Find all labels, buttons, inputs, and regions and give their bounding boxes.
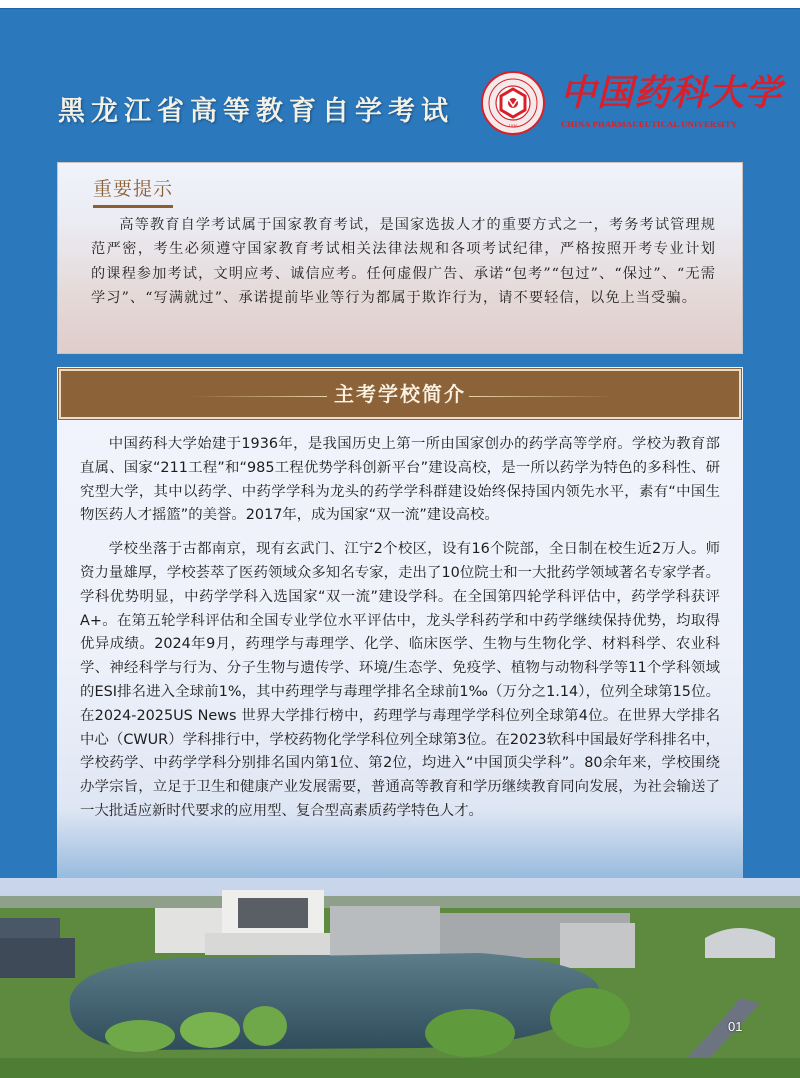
school-intro-section bbox=[57, 367, 743, 887]
campus-illustration bbox=[0, 878, 800, 1078]
important-notice-box bbox=[57, 162, 743, 354]
notice-title: 重要提示 bbox=[93, 177, 173, 208]
university-logo bbox=[480, 70, 783, 140]
notice-body: 高等教育自学考试属于国家教育考试，是国家选拔人才的重要方式之一，考务考试管理规范严密，考生必须遵守国家教育考试相关法律法规和各项考试纪律，严格按照开考专业计划的课程参加考试，文明应考、诚信应考。任何虚假广告、承诺“包考”“包过”、“保过”、“无需学习”、“写满就过”、承诺提前毕业等行为都属于欺诈行为，请不要轻信，以免上当受骗。 bbox=[91, 217, 716, 306]
section-title: 主考学校简介 bbox=[334, 382, 466, 406]
page-title: 黑龙江省高等教育自学考试 bbox=[58, 96, 454, 127]
intro-paragraph: 中国药科大学始建于1936年，是我国历史上第一所由国家创办的药学高等学府。学校为教育部直属、国家“211工程”和“985工程优势学科创新平台”建设高校，是一所以药学为特色的多科性、研究型大学，其中以药学、中药学学科为龙头的药学学科群建设始终保持国内领先水平，素有“中国生物医药人才摇篮”的美誉。2017年，成为国家“双一流”建设高校。 bbox=[80, 436, 720, 524]
university-name-en: CHINA PHARMACEUTICAL UNIVERSITY bbox=[561, 119, 738, 129]
university-name-cn: 中国药科大学 bbox=[560, 72, 783, 114]
top-strip bbox=[0, 0, 800, 9]
university-seal-icon bbox=[480, 70, 546, 136]
banner-divider-right bbox=[469, 396, 614, 397]
section-banner bbox=[59, 369, 741, 419]
campus-aerial-photo bbox=[0, 878, 800, 1078]
svg-text:1936: 1936 bbox=[508, 123, 518, 128]
page-number: 01 bbox=[728, 1019, 743, 1034]
intro-body bbox=[80, 433, 720, 834]
intro-paragraph: 学校坐落于古都南京，现有玄武门、江宁2个校区，设有16个院部，全日制在校生近2万人。师资力量雄厚，学校荟萃了医药领域众多知名专家，走出了10位院士和一大批药学领域著名专家学者。学科优势明显，中药学学科入选国家“双一流”建设学科。在全国第四轮学科评估中，药学学科获评A+。在第五轮学科评估和全国专业学位水平评估中，龙头学科药学和中药学继续保持优势，均取得优异成绩。2024年9月，药理学与毒理学、化学、临床医学、生物与生物化学、材料科学、农业科学、神经科学与行为、分子生物与遗传学、环境/生态学、免疫学、植物与动物科学等11个学科领域的ESI排名进入全球前1%，其中药理学与毒理学排名全球前1‰（万分之1.14），位列全球第15位。在2024-2025US News 世界大学排行榜中，药理学与毒理学学科位列全球第4位。在世界大学排名中心（CWUR）学科排行中，学校药物化学学科位列全球第3位。在2023软科中国最好学科排名中，学校药学、中药学学科分别排名国内第1位、第2位，均进入“中国顶尖学科”。80余年来，学校围绕办学宗旨，立足于卫生和健康产业发展需要，普通高等教育和学历继续教育同向发展，为社会输送了一大批适应新时代要求的应用型、复合型高素质药学特色人才。 bbox=[80, 541, 720, 819]
